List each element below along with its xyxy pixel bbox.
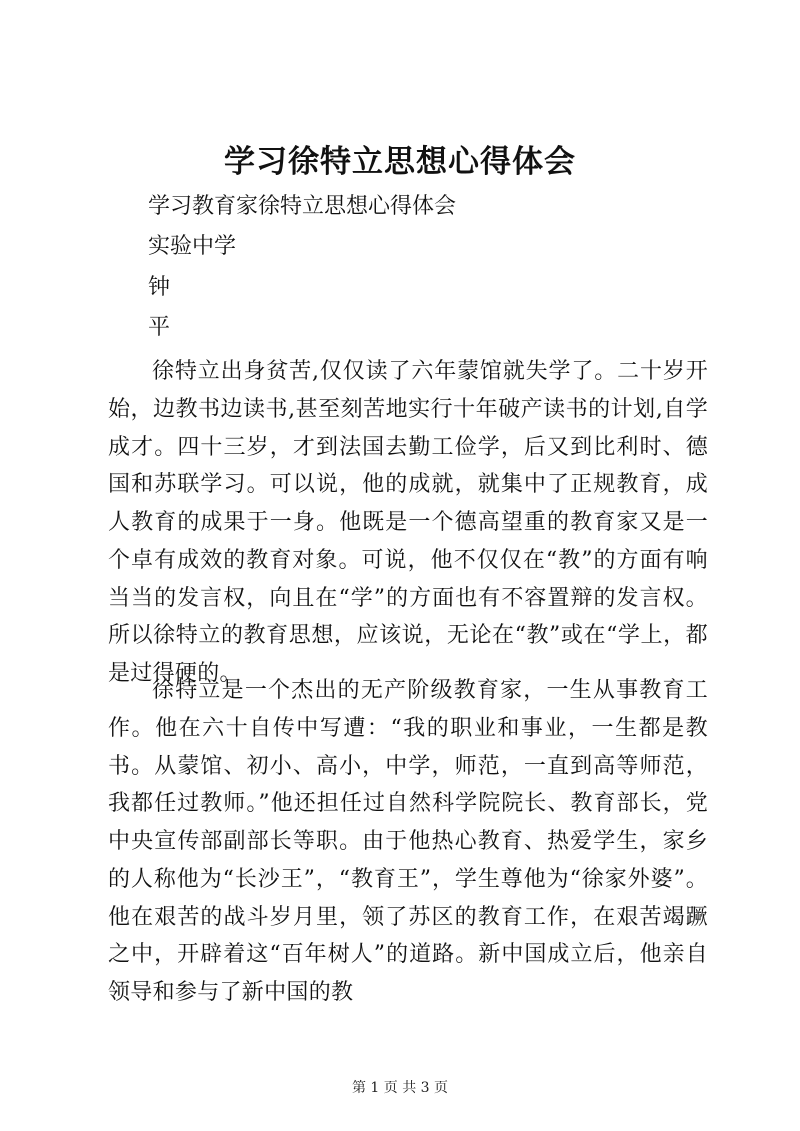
document-subtitle: 学习教育家徐特立思想心得体会: [148, 194, 457, 219]
document-title: 学习徐特立思想心得体会: [224, 144, 576, 180]
page-footer: 第 1 页 共 3 页: [351, 1080, 449, 1096]
author-name-part2: 平: [148, 315, 171, 340]
author-name-part1: 钟: [148, 275, 171, 300]
school-name: 实验中学: [148, 234, 237, 259]
body-paragraph-1: 徐特立出身贫苦,仅仅读了六年蒙馆就失学了。二十岁开始，边教书边读书,甚至刻苦地实行十年破产读书的计划,自学成才。四十三岁，才到法国去勤工俭学，后又到比利时、德国和苏联学习。可以说，他的成就，就集中了正规教育，成人教育的成果于一身。他既是一个德高望重的教育家又是一个卓有成效的教育对象。可说，他不仅仅在“教”的方面有响当当的发言权，向且在“学”的方面也有不容置辩的发言权。所以徐特立的教育思想，应该说，无论在“教”或在“学上，都是过得硬的。: [108, 359, 708, 686]
body-paragraph-2: 徐特立是一个杰出的无产阶级教育家，一生从事教育工作。他在六十自传中写遭：“我的职业和事业，一生都是教书。从蒙馆、初小、高小，中学，师范，一直到高等师范，我都任过教师。”他还担任过自然科学院院长、教育部长，党中央宣传部副部长等职。由于他热心教育、热爱学生，家乡的人称他为“长沙王”，“教育王”，学生尊他为“徐家外婆”。他在艰苦的战斗岁月里，领了苏区的教育工作，在艰苦竭蹶之中，开辟着这“百年树人”的道路。新中国成立后，他亲自领导和参与了新中国的教: [108, 678, 708, 1005]
